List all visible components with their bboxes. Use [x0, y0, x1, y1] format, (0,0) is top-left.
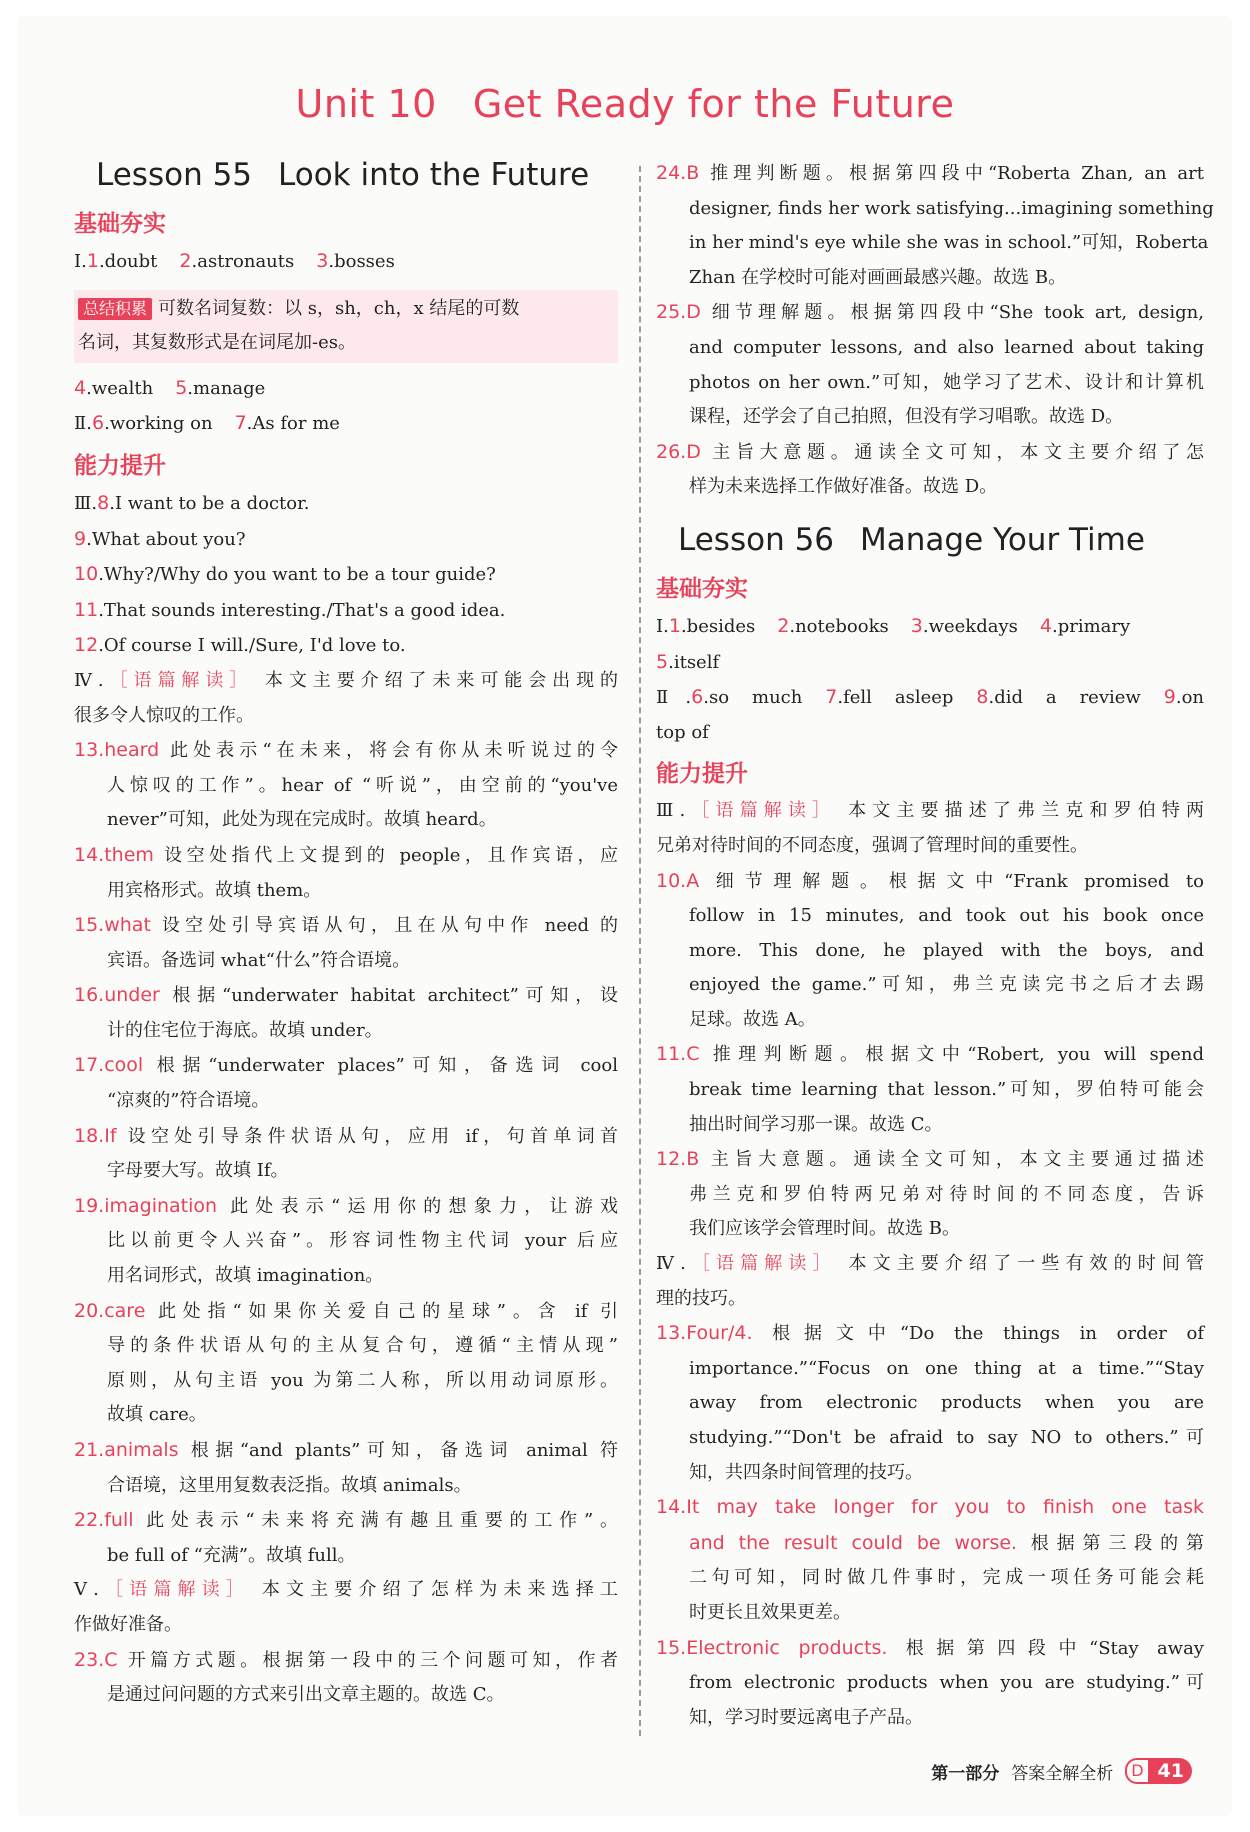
- page-footer: [931, 1758, 1192, 1784]
- passage-summary: Ⅳ.［语篇解读］ 本文主要介绍了未来可能会出现的: [74, 669, 619, 691]
- answer-line: 4.wealth 5.manage: [74, 376, 266, 399]
- answer-20: 20.care 此处指“如果你关爱自己的星球”。含 if 引: [74, 1299, 618, 1322]
- lesson-name: Look into the Future: [278, 157, 590, 193]
- unit-title: [18, 82, 1232, 126]
- section-improve: 能力提升: [74, 452, 166, 479]
- answer-23: 23.C 开篇方式题。根据第一段中的三个问题可知，作者: [74, 1648, 618, 1671]
- answer-10: 10.A 细节理解题。根据文中“Frank promised to: [656, 869, 1204, 892]
- right-column: 24.B 推理判断题。根据第四段中“Roberta Zhan, an art designer, finds her work satisfying...imagining something in her mind's eye while she was in school.”可知，Roberta Zhan 在学校时可能对画画最感兴趣。故选 B。 25.D 细节理解题。根据第四段中“She took art, design, and computer lessons, and also learned about taking photos on her own.”可知，她学习了艺术、设计和计算机 课程，还学会了自己拍照，但没有学习唱歌。故选 D。 26.D 主旨大意题。通读全文可知，本文主要介绍了怎 样为未来选择工作做好准备。故选 D。 Lesson 56 Manage Your Time 基础夯实 Ⅰ.1.besides 2.notebooks 3.weekdays 4.primary 5.itself Ⅱ.6.so much 7.fell asleep 8.did a review 9.on top of 能力提升 Ⅲ.［语篇解读］ 本文主要描述了弗兰克和罗伯特两 兄弟对待时间的不同态度，强调了管理时间的重要性。 10.A 细节理解题。根据文中“Frank promised to follow in 15 minutes, and took out his book once more. This done, he played with the boys, and enjoyed the game.”可知，弗兰克读完书之后才去踢 足球。故选 A。 11.C 推理判断题。根据文中“Robert, you will spend break time learning that lesson.”可知，罗伯特可能会 抽出时间学习那一课。故选 C。 12.B 主旨大意题。通读全文可知，本文主要通过描述 弗兰克和罗伯特两兄弟对待时间的不同态度，告诉 我们应该学会管理时间。故选 B。 Ⅳ.［语篇解读］ 本文主要介绍了一些有效的时间管 理的技巧。 13.Four/4. 根据文中“Do the things in order of importance.”“Focus on one thing at a time.”“Stay away from electronic products when you are studying.”“Don't be afraid to say NO to others.”可 知，共四条时间管理的技巧。 14.It may take longer for you to finish one task and the result could be worse. 根据第三段的第 二句可知，同时做几件事时，完成一项任务可能会耗 时更长且效果更差。 15.Electronic products. 根据第四段中“Stay away from electronic products when you are studying.”可 知，学习时要远离电子产品。: [656, 156, 1204, 1735]
- summary-box: 总结积累 可数名词复数：以 s，sh，ch，x 结尾的可数 名词，其复数形式是在词尾加-es。: [74, 290, 618, 363]
- answer-line: 11.That sounds interesting./That's a good idea.: [74, 598, 506, 621]
- answer-17: 17.cool 根据“underwater places”可知，备选词 cool: [74, 1054, 618, 1077]
- section-improve: 能力提升: [656, 761, 748, 788]
- answer-14: 14.them 设空处指代上文提到的 people，且作宾语，应: [74, 843, 618, 866]
- answer-25: 25.D 细节理解题。根据第四段中“She took art, design,: [656, 301, 1204, 324]
- lesson-number: Lesson 56: [678, 521, 835, 558]
- answer-21: 21.animals 根据“and plants”可知，备选词 animal 符: [74, 1439, 618, 1461]
- summary-badge: 总结积累: [78, 298, 152, 320]
- passage-summary: Ⅲ.［语篇解读］ 本文主要描述了弗兰克和罗伯特两: [656, 800, 1204, 822]
- unit-name: Get Ready for the Future: [472, 82, 955, 126]
- page: [18, 16, 1232, 1816]
- answer-16: 16.under 根据“underwater habitat architect”可知，设: [74, 984, 618, 1007]
- lesson-name: Manage Your Time: [860, 521, 1145, 558]
- answer-13: 13.heard 此处表示“在未来，将会有你从未听说过的令: [74, 739, 618, 762]
- answer-11: 11.C 推理判断题。根据文中“Robert, you will spend: [656, 1043, 1204, 1066]
- answer-24: 24.B 推理判断题。根据第四段中“Roberta Zhan, an art: [656, 162, 1204, 184]
- section-basic: 基础夯实: [74, 211, 166, 237]
- answer-line: 10.Why?/Why do you want to be a tour guide?: [74, 563, 496, 586]
- lesson-56-title: [678, 519, 1204, 561]
- answer-line: Ⅰ.1.doubt 2.astronauts 3.bosses: [74, 250, 395, 272]
- answer-14: 14.It may take longer for you to finish one task: [656, 1496, 1204, 1519]
- lesson-number: Lesson 55: [96, 157, 253, 193]
- footer-desc: 答案全解全析: [1011, 1763, 1114, 1784]
- answer-line: Ⅱ.6.working on 7.As for me: [74, 412, 340, 435]
- left-column: Lesson 55 Look into the Future 基础夯实 Ⅰ.1.doubt 2.astronauts 3.bosses 总结积累 可数名词复数：以 s，sh，ch，x 结尾的可数 名词，其复数形式是在词尾加-es。 4.wealth 5.manage Ⅱ.6.working on 7.As for me 能力提升 Ⅲ.8.I want to be a doctor. 9.What about you? 10.Why?/Why do you want to be a tour guide? 11.That sounds interesting./That's a good idea. 12.Of course I will./Sure, I'd love to. Ⅳ.［语篇解读］ 本文主要介绍了未来可能会出现的 很多令人惊叹的工作。 13.heard 此处表示“在未来，将会有你从未听说过的令 人惊叹的工作”。hear of “听说”，由空前的“you've never”可知，此处为现在完成时。故填 heard。 14.them 设空处指代上文提到的 people，且作宾语，应 用宾格形式。故填 them。 15.what 设空处引导宾语从句，且在从句中作 need 的 宾语。备选词 what“什么”符合语境。 16.under 根据“underwater habitat architect”可知，设 计的住宅位于海底。故填 under。 17.cool 根据“underwater places”可知，备选词 cool “凉爽的”符合语境。 18.If 设空处引导条件状语从句，应用 if，句首单词首 字母要大写。故填 If。 19.imagination 此处表示“运用你的想象力，让游戏 比以前更令人兴奋”。形容词性物主代词 your 后应 用名词形式，故填 imagination。 20.care 此处指“如果你关爱自己的星球”。含 if 引 导的条件状语从句的主从复合句，遵循“主情从现” 原则，从句主语 you 为第二人称，所以用动词原形。 故填 care。 21.animals 根据“and plants”可知，备选词 animal 符 合语境，这里用复数表泛指。故填 animals。 22.full 此处表示“未来将充满有趣且重要的工作”。 be full of “充满”。故填 full。 Ⅴ.［语篇解读］ 本文主要介绍了怎样为未来选择工 作做好准备。 23.C 开篇方式题。根据第一段中的三个问题可知，作者 是通过问问题的方式来引出文章主题的。故选 C。: [74, 154, 618, 1713]
- answer-12: 12.B 主旨大意题。通读全文可知，本文主要通过描述: [656, 1148, 1204, 1171]
- column-divider: [639, 166, 641, 1736]
- answer-line: Ⅰ.1.besides 2.notebooks 3.weekdays 4.primary: [656, 614, 1131, 637]
- answer-13: 13.Four/4. 根据文中“Do the things in order of: [656, 1322, 1204, 1345]
- answer-19: 19.imagination 此处表示“运用你的想象力，让游戏: [74, 1194, 618, 1217]
- answer-line: 12.Of course I will./Sure, I'd love to.: [74, 634, 406, 657]
- passage-summary: Ⅴ.［语篇解读］ 本文主要介绍了怎样为未来选择工: [74, 1579, 618, 1601]
- passage-summary: Ⅳ.［语篇解读］ 本文主要介绍了一些有效的时间管: [656, 1253, 1205, 1275]
- page-number: 41: [1150, 1758, 1192, 1784]
- lesson-55-title: [96, 154, 618, 196]
- answer-line: 9.What about you?: [74, 527, 246, 550]
- unit-number: Unit 10: [295, 82, 437, 126]
- answer-26: 26.D 主旨大意题。通读全文可知，本文主要介绍了怎: [656, 440, 1204, 463]
- answer-line: 5.itself: [656, 650, 720, 673]
- answer-15: 15.Electronic products. 根据第四段中“Stay away: [656, 1636, 1204, 1659]
- answer-15: 15.what 设空处引导宾语从句，且在从句中作 need 的: [74, 914, 618, 937]
- answer-line: Ⅲ.8.I want to be a doctor.: [74, 491, 310, 514]
- answer-18: 18.If 设空处引导条件状语从句，应用 if，句首单词首: [74, 1124, 618, 1147]
- answer-22: 22.full 此处表示“未来将充满有趣且重要的工作”。: [74, 1509, 618, 1532]
- footer-part: 第一部分: [931, 1763, 1000, 1784]
- footer-d-badge: D: [1125, 1758, 1149, 1784]
- answer-line: Ⅱ.6.so much 7.fell asleep 8.did a review 9.on: [656, 686, 1205, 709]
- section-basic: 基础夯实: [656, 575, 748, 602]
